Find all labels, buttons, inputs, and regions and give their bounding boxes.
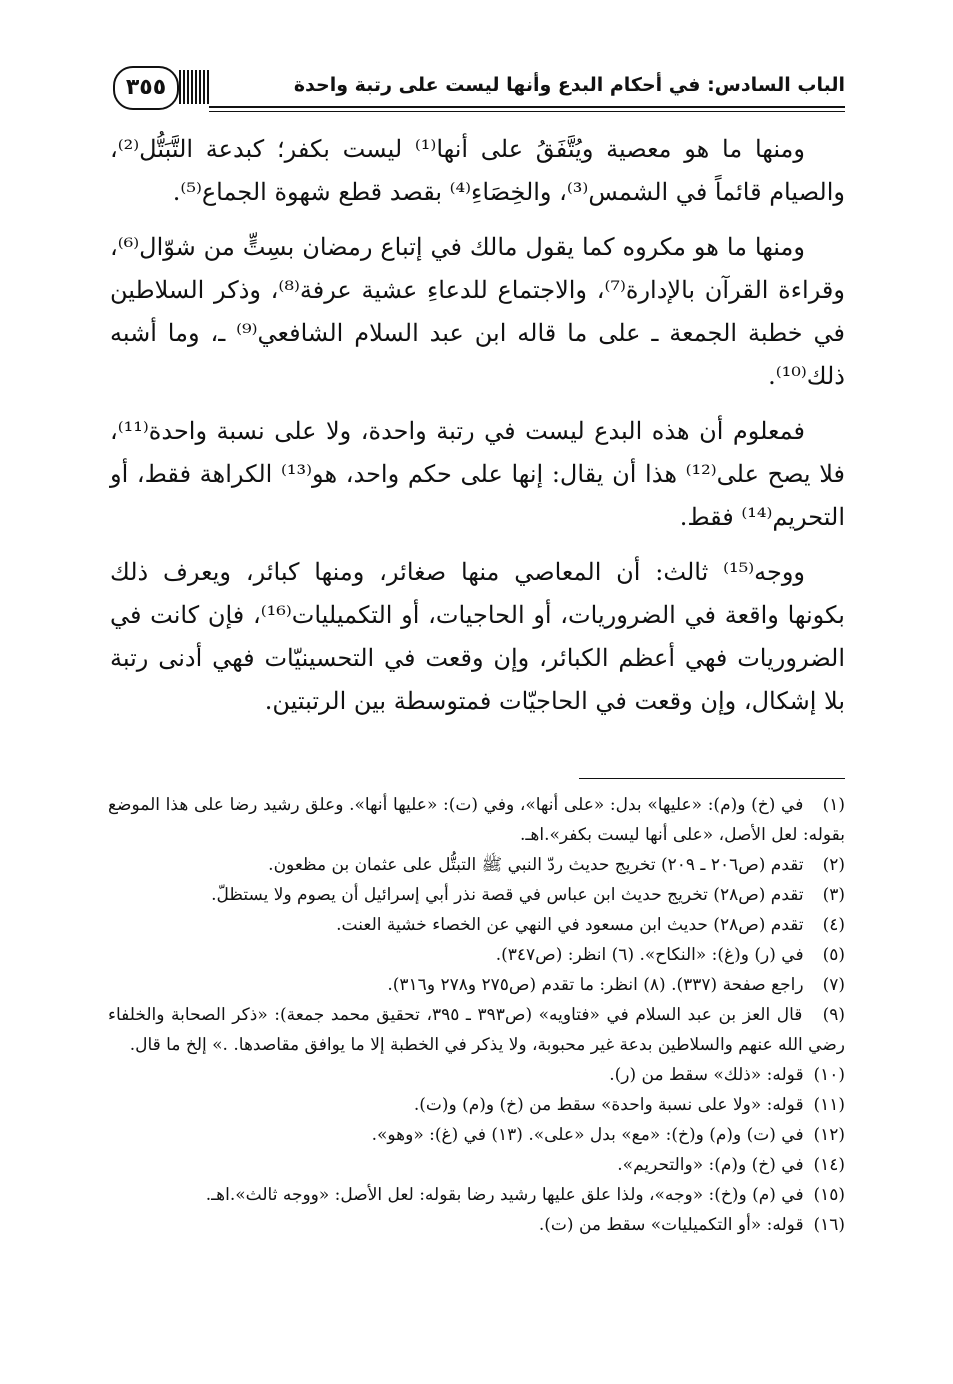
footnote — [108, 1120, 845, 1150]
decorative-hatch — [179, 70, 209, 104]
footnote-number: (١٤) — [813, 1155, 845, 1175]
footnote-text: في (خ) و(م): «والتحريم». — [617, 1155, 804, 1175]
footnote-number: (٣) — [822, 885, 845, 905]
footnote-text: قوله: «ولا على نسبة واحدة» سقط من (خ) و(م) و(ت). — [413, 1095, 804, 1115]
header-rule-thin — [209, 111, 845, 112]
footnote — [108, 940, 845, 970]
footnote-text: قوله: «ذلك» سقط من (ر). — [609, 1065, 804, 1085]
footnote-text: قال العز بن عبد السلام في «فتاويه» (ص٣٩٣ ـ ٣٩٥، تحقيق محمد جمعة): «ذكر الصحابة والخلفاء رضي الله عنهم والسلاطين بدعة غير محبوبة، ولا يذكر في الخطبة إلا ما يوافق مقاصدها. .» إلخ ما قال. — [108, 1005, 845, 1055]
footnote — [108, 910, 845, 940]
footnote — [108, 790, 845, 850]
paragraph: ووجه⁽¹⁵⁾ ثالث: أن المعاصي منها صغائر، ومنها كبائر، ويعرف ذلك بكونها واقعة في الضروريات، أو الحاجيات، أو التكميليات⁽¹⁶⁾، فإن كانت في الضروريات فهي أعظم الكبائر، وإن وقعت في التحسينيّات فهي أدنى رتبة بلا إشكال، وإن وقعت في الحاجيّات فمتوسطة بين الرتبتين. — [110, 558, 845, 715]
footnote-number: (١٥) — [813, 1185, 845, 1205]
footnote — [108, 1210, 845, 1240]
footnote — [108, 1060, 845, 1090]
footnote-separator — [579, 778, 845, 779]
footnote — [108, 880, 845, 910]
footnote-number: (٥) — [822, 945, 845, 965]
paragraph: فمعلوم أن هذه البدع ليست في رتبة واحدة، ولا على نسبة واحدة⁽¹¹⁾، فلا يصح على⁽¹²⁾ هذا أن يقال: إنها على حكم واحد، هو⁽¹³⁾ الكراهة فقط، أو التحريم⁽¹⁴⁾ فقط. — [110, 417, 845, 531]
footnote-number: (١) — [822, 795, 846, 815]
page-number: ٣٥٥ — [113, 66, 179, 110]
footnote-text: قوله: «أو التكميليات» سقط من (ت). — [538, 1215, 804, 1235]
footnote-text: في (خ) و(م): «عليها» بدل: «على أنها»، وفي (ت): «عليها أنها». وعلق رشيد رضا على هذا الموضع بقوله: لعل الأصل، «على أنها ليست بكفر».اهـ. — [108, 795, 845, 845]
footnote — [108, 970, 845, 1000]
main-text — [110, 128, 845, 735]
footnote-text: تقدم (ص٢٨) حديث ابن مسعود في النهي عن الخصاء خشية العنت. — [336, 915, 804, 935]
paragraph: ومنها ما هو معصية ويُتَّفَقُ على أنها⁽¹⁾ ليست بكفر؛ كبدعة التَّبَتُّل⁽²⁾، والصيام قائماً في الشمس⁽³⁾، والخِصَاءِ⁽⁴⁾ بقصد قطع شهوة الجماع⁽⁵⁾. — [110, 135, 845, 206]
footnote-number: (١١) — [813, 1095, 845, 1115]
footnote-number: (٩) — [822, 1005, 845, 1025]
footnote-number: (١٠) — [813, 1065, 845, 1085]
footnote-text: في (ر) و(غ): «النكاح». (٦) انظر: (ص٣٤٧). — [495, 945, 804, 965]
footnote — [108, 1090, 845, 1120]
footnote — [108, 1000, 845, 1060]
footnote — [108, 850, 845, 880]
header-rule — [209, 106, 845, 108]
footnote-number: (١٢) — [813, 1125, 845, 1145]
footnote-number: (١٦) — [813, 1215, 845, 1235]
running-header — [105, 62, 845, 110]
footnote — [108, 1150, 845, 1180]
footnotes-list — [108, 790, 845, 1240]
page-number-badge — [105, 66, 211, 110]
footnote-number: (٢) — [822, 855, 845, 875]
footnote-text: في (ت) و(م) و(خ): «مع» بدل «على». (١٣) في (غ): «وهو». — [371, 1125, 804, 1145]
footnote-text: تقدم (ص٢٠٦ ـ ٢٠٩) تخريج حديث ردّ النبي ﷺ التبتُّل على عثمان بن مظعون. — [268, 855, 804, 875]
footnote-text: راجع صفحة (٣٣٧). (٨) انظر: ما تقدم (ص٢٧٥ و٢٧٨ و٣١٦). — [387, 975, 804, 995]
paragraph: ومنها ما هو مكروه كما يقول مالك في إتباع رمضان بسِتٍّ من شوّال⁽⁶⁾، وقراءة القرآن بالإدارة⁽⁷⁾، والاجتماع للدعاءِ عشية عرفة⁽⁸⁾، وذكر السلاطين في خطبة الجمعة ـ على ما قاله ابن عبد السلام الشافعي⁽⁹⁾ ـ، وما أشبه ذلك⁽¹⁰⁾. — [110, 233, 846, 390]
footnote-number: (٤) — [822, 915, 845, 935]
footnote-text: تقدم (ص٢٨) تخريج حديث ابن عباس في قصة نذر أبي إسرائيل أن يصوم ولا يستظلّ. — [211, 885, 804, 905]
footnote — [108, 1180, 845, 1210]
chapter-title: الباب السادس: في أحكام البدع وأنها ليست على رتبة واحدة — [293, 74, 845, 96]
footnote-text: في (م) و(خ): «وجه»، ولذا علق عليها رشيد رضا بقوله: لعل الأصل: «ووجه ثالث».اهـ. — [205, 1185, 804, 1205]
footnote-number: (٧) — [822, 975, 845, 995]
